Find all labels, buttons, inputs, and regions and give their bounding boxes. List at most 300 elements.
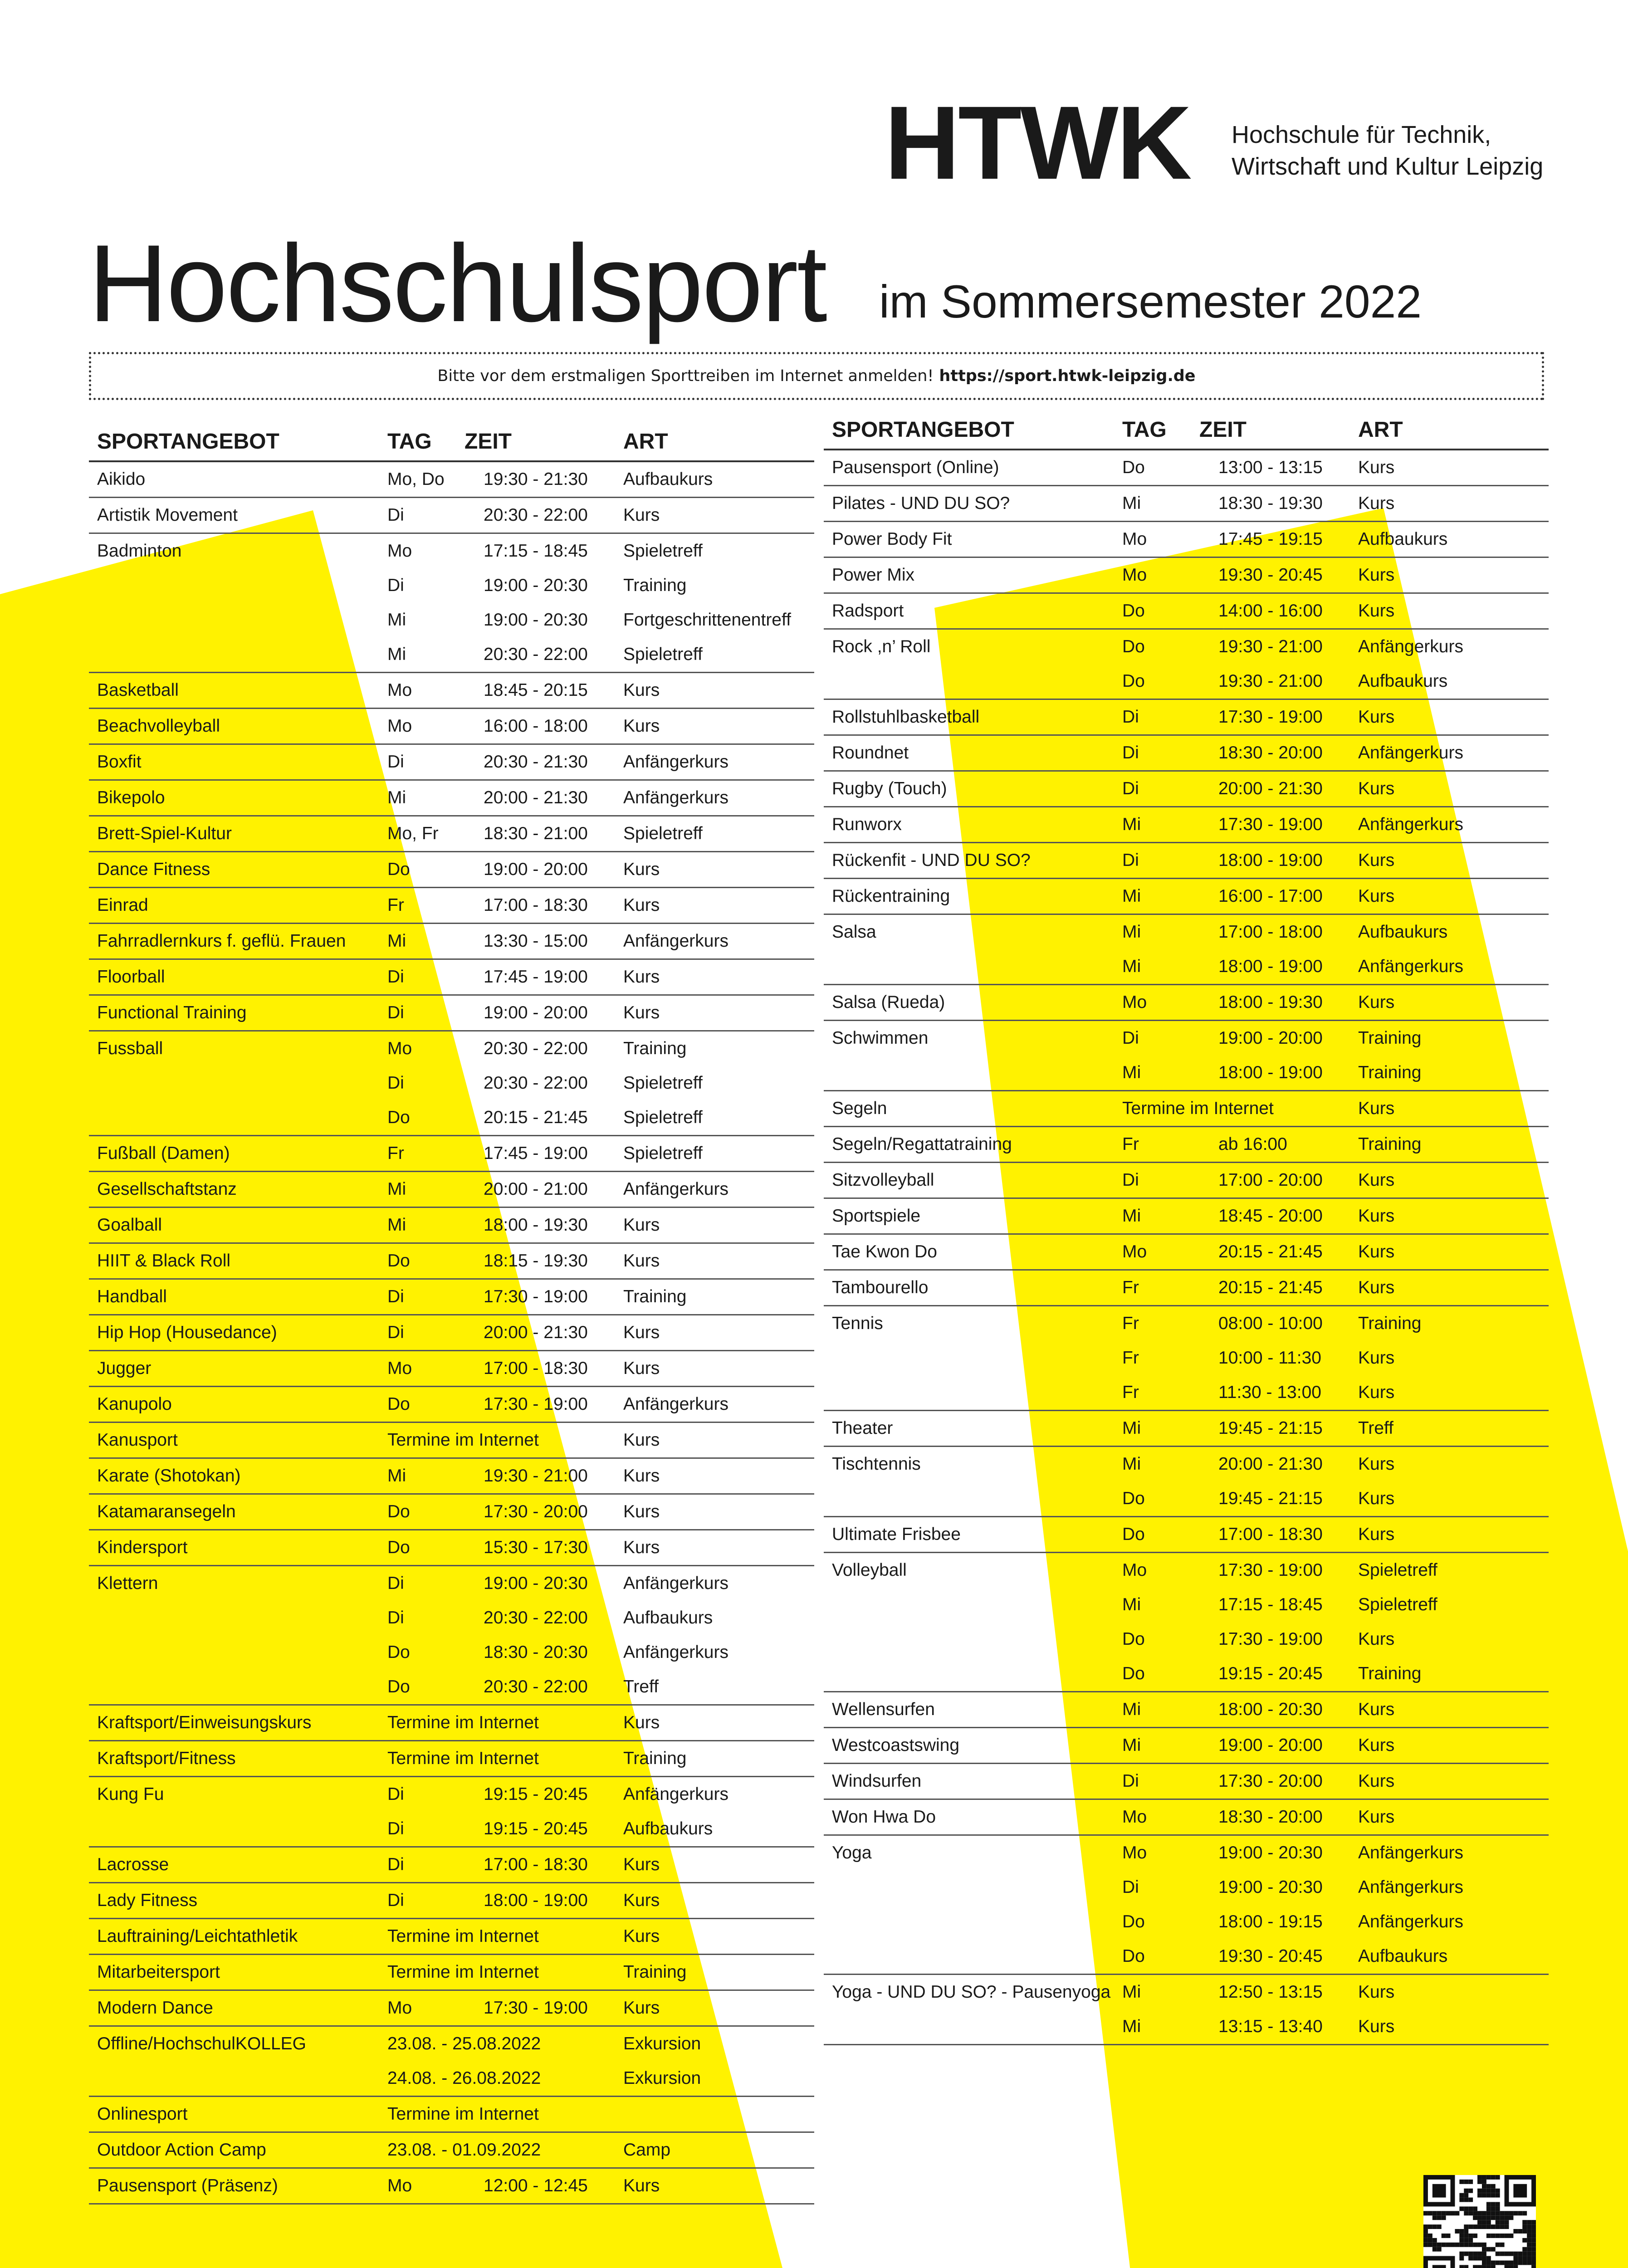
table-row: [89, 1315, 814, 1350]
table-row: [89, 568, 814, 603]
day: Mi: [1122, 1735, 1141, 1755]
time: 20:30 - 22:00: [484, 1039, 588, 1058]
type: Kurs: [1358, 850, 1395, 870]
day: Do: [1122, 671, 1145, 691]
sport-name: Ultimate Frisbee: [832, 1525, 961, 1544]
sport-name: Lauftraining/Leichtathletik: [97, 1926, 298, 1946]
day: Fr: [1122, 1314, 1139, 1333]
time: 18:45 - 20:00: [1218, 1206, 1323, 1226]
table-row: [89, 1883, 814, 1918]
sport-name: HIIT & Black Roll: [97, 1251, 231, 1271]
day: Fr: [1122, 1278, 1139, 1297]
sport-group: [824, 594, 1549, 630]
type: Kurs: [623, 1003, 660, 1022]
time: 19:00 - 20:00: [1218, 1028, 1323, 1048]
type: Training: [1358, 1314, 1422, 1333]
table-row: [89, 1136, 814, 1171]
table-row: [89, 1530, 814, 1565]
type: Spieletreff: [1358, 1595, 1437, 1614]
time: 19:45 - 21:15: [1218, 1418, 1323, 1438]
table-row: [89, 1495, 814, 1529]
type: Kurs: [1358, 1807, 1395, 1827]
table-row: [824, 1375, 1549, 1410]
type: Kurs: [1358, 1170, 1395, 1190]
type: Kurs: [623, 716, 660, 736]
table-row: [824, 1905, 1549, 1939]
time: 17:00 - 20:00: [1218, 1170, 1323, 1190]
sport-group: [89, 1848, 814, 1883]
sport-name: Sitzvolleyball: [832, 1170, 934, 1190]
time: 15:30 - 17:30: [484, 1538, 588, 1557]
sport-group: [824, 1447, 1549, 1517]
table-row: [89, 960, 814, 994]
type: Kurs: [623, 1215, 660, 1235]
table-row: [89, 1031, 814, 1066]
type: Training: [1358, 1664, 1422, 1683]
time: 17:00 - 18:30: [484, 895, 588, 915]
type: Kurs: [623, 1323, 660, 1342]
sport-name: Pilates - UND DU SO?: [832, 494, 1010, 513]
sport-group: [824, 1411, 1549, 1447]
type: Kurs: [1358, 1278, 1395, 1297]
type: Training: [1358, 1028, 1422, 1048]
header-zeit: ZEIT: [1199, 418, 1247, 442]
table-row: [824, 1870, 1549, 1905]
sport-group: [89, 1423, 814, 1459]
header-art: ART: [1358, 418, 1403, 442]
type: Aufbaukurs: [1358, 922, 1448, 942]
day: Mi: [387, 1466, 406, 1486]
time: 17:00 - 18:30: [1218, 1525, 1323, 1544]
sport-name: Beachvolleyball: [97, 716, 220, 736]
type: Exkursion: [623, 2068, 701, 2088]
day: Fr: [387, 895, 404, 915]
time: 20:30 - 22:00: [484, 1608, 588, 1628]
day: Di: [387, 1323, 404, 1342]
type: Spieletreff: [623, 1108, 703, 1127]
type: Kurs: [1358, 1348, 1395, 1368]
type: Kurs: [623, 505, 660, 525]
table-row: [824, 700, 1549, 734]
sport-group: [89, 852, 814, 888]
sport-group: [89, 1459, 814, 1495]
time: 18:00 - 19:00: [1218, 850, 1323, 870]
sport-group: [89, 1991, 814, 2027]
table-row: [824, 1764, 1549, 1799]
table-header: [89, 415, 814, 462]
day: Di: [387, 1608, 404, 1628]
header-art: ART: [623, 430, 668, 454]
day: Do: [1122, 458, 1145, 477]
type: Kurs: [623, 1359, 660, 1378]
htwk-logo: HTWK: [885, 84, 1190, 201]
day: Mo: [387, 680, 412, 700]
day: Mo: [387, 1039, 412, 1058]
table-row: [824, 2009, 1549, 2044]
day: Mo: [1122, 992, 1147, 1012]
sport-name: Rollstuhlbasketball: [832, 707, 980, 727]
time: 19:00 - 20:30: [484, 610, 588, 630]
table-row: [89, 888, 814, 923]
sport-name: Dance Fitness: [97, 860, 210, 879]
table-row: [824, 1657, 1549, 1691]
type: Treff: [623, 1677, 659, 1696]
table-row: [824, 450, 1549, 485]
type: Anfängerkurs: [623, 931, 728, 951]
day: Do: [387, 1538, 410, 1557]
sport-name: Sportspiele: [832, 1206, 921, 1226]
type: Anfängerkurs: [1358, 957, 1463, 976]
time: 18:15 - 19:30: [484, 1251, 588, 1271]
sport-group: [824, 1975, 1549, 2045]
sport-group: [89, 1919, 814, 1955]
type: Anfängerkurs: [623, 788, 728, 807]
sport-group: [824, 1199, 1549, 1235]
type: Spieletreff: [623, 541, 703, 561]
type: Aufbaukurs: [1358, 1946, 1448, 1966]
sport-group: [89, 1566, 814, 1706]
sport-group: [89, 1706, 814, 1741]
table-row: [89, 603, 814, 637]
sport-group: [89, 996, 814, 1031]
day: Mi: [1122, 1206, 1141, 1226]
sport-name: Kung Fu: [97, 1784, 164, 1804]
sport-group: [824, 772, 1549, 807]
table-row: [89, 852, 814, 887]
time: 18:00 - 19:00: [1218, 1063, 1323, 1082]
type: Kurs: [1358, 1700, 1395, 1719]
day: Do: [1122, 1525, 1145, 1544]
day: Mo: [387, 2176, 412, 2195]
sport-name: Tambourello: [832, 1278, 929, 1297]
day: Do: [1122, 637, 1145, 656]
day: Mo: [1122, 1242, 1147, 1261]
type: Kurs: [1358, 601, 1395, 621]
time: 20:00 - 21:30: [1218, 1454, 1323, 1474]
day: Mi: [387, 610, 406, 630]
type: Anfängerkurs: [623, 1394, 728, 1414]
type: Kurs: [1358, 1629, 1395, 1649]
type: Kurs: [1358, 1771, 1395, 1791]
sport-group: [824, 1517, 1549, 1553]
type: Kurs: [1358, 1735, 1395, 1755]
day-time: Termine im Internet: [387, 1749, 539, 1768]
header-tag: TAG: [1122, 418, 1167, 442]
day: Di: [387, 1073, 404, 1093]
table-row: [824, 1692, 1549, 1727]
time: 12:50 - 13:15: [1218, 1982, 1323, 2002]
day-time: Termine im Internet: [387, 1926, 539, 1946]
table-row: [89, 534, 814, 568]
qr-code-icon[interactable]: [1423, 2175, 1536, 2268]
type: Kurs: [623, 1251, 660, 1271]
day: Fr: [1122, 1348, 1139, 1368]
day: Mi: [1122, 1700, 1141, 1719]
sport-group: [89, 2169, 814, 2204]
sport-name: Volleyball: [832, 1560, 907, 1580]
day: Di: [1122, 1771, 1139, 1791]
table-row: [89, 1100, 814, 1135]
table-row: [89, 1741, 814, 1776]
day: Fr: [387, 1144, 404, 1163]
sport-name: Kanupolo: [97, 1394, 172, 1414]
type: Kurs: [1358, 1206, 1395, 1226]
time: 13:00 - 13:15: [1218, 458, 1323, 477]
table-row: [89, 1459, 814, 1493]
sport-group: [824, 1764, 1549, 1800]
table-row: [824, 1447, 1549, 1481]
header-tag: TAG: [387, 430, 432, 454]
sport-name: Won Hwa Do: [832, 1807, 936, 1827]
table-row: [89, 816, 814, 851]
sport-group: [89, 1351, 814, 1387]
day: Di: [1122, 850, 1139, 870]
sport-name: Kraftsport/Einweisungskurs: [97, 1713, 312, 1732]
sport-group: [89, 1244, 814, 1280]
type: Spieletreff: [623, 824, 703, 843]
table-header: [824, 403, 1549, 450]
time: 20:00 - 21:30: [1218, 779, 1323, 798]
sport-name: Jugger: [97, 1359, 152, 1378]
table-row: [824, 1306, 1549, 1341]
sport-name: Tischtennis: [832, 1454, 921, 1474]
sport-group: [89, 673, 814, 709]
sport-name: Theater: [832, 1418, 893, 1438]
type: Spieletreff: [623, 645, 703, 664]
type: Kurs: [1358, 1489, 1395, 1508]
sport-group: [824, 843, 1549, 879]
sport-name: Functional Training: [97, 1003, 247, 1022]
day: Do: [1122, 1629, 1145, 1649]
notice-text: Bitte vor dem erstmaligen Sporttreiben im Internet anmelden!: [437, 367, 934, 385]
day: Mi: [1122, 2017, 1141, 2036]
type: Kurs: [623, 1926, 660, 1946]
time: 14:00 - 16:00: [1218, 601, 1323, 621]
sport-name: Artistik Movement: [97, 505, 238, 525]
sport-group: [824, 558, 1549, 594]
day: Di: [387, 576, 404, 595]
day: Di: [387, 1784, 404, 1804]
table-row: [824, 1163, 1549, 1198]
day: Di: [1122, 1877, 1139, 1897]
type: Kurs: [1358, 1525, 1395, 1544]
type: Aufbaukurs: [1358, 671, 1448, 691]
type: Training: [623, 1962, 687, 1982]
time: 16:00 - 17:00: [1218, 886, 1323, 906]
time: 19:00 - 20:00: [1218, 1735, 1323, 1755]
time: 11:30 - 13:00: [1218, 1383, 1321, 1402]
time: 18:00 - 20:30: [1218, 1700, 1323, 1719]
day-time: Termine im Internet: [387, 1962, 539, 1982]
sport-name: Bikepolo: [97, 788, 165, 807]
sport-name: Lacrosse: [97, 1855, 169, 1874]
table-row: [824, 486, 1549, 521]
table-row: [89, 673, 814, 708]
day: Di: [387, 1574, 404, 1593]
type: Kurs: [623, 895, 660, 915]
sport-group: [89, 498, 814, 534]
type: Anfängerkurs: [1358, 743, 1463, 763]
table-row: [89, 1066, 814, 1100]
sport-group: [89, 1741, 814, 1777]
day: Di: [387, 752, 404, 772]
table-row: [824, 1622, 1549, 1657]
time: 20:30 - 22:00: [484, 1073, 588, 1093]
time: 19:15 - 20:45: [1218, 1664, 1323, 1683]
time: 18:30 - 20:00: [1218, 743, 1323, 763]
time: 20:15 - 21:45: [1218, 1278, 1323, 1297]
table-row: [89, 1955, 814, 1989]
time: 10:00 - 11:30: [1218, 1348, 1321, 1368]
time: 20:15 - 21:45: [1218, 1242, 1323, 1261]
sport-name: Hip Hop (Housedance): [97, 1323, 277, 1342]
type: Kurs: [623, 967, 660, 987]
table-row: [824, 630, 1549, 664]
table-row: [89, 709, 814, 743]
day: Di: [1122, 1170, 1139, 1190]
day: Mi: [1122, 922, 1141, 942]
day: Di: [387, 1003, 404, 1022]
day: Di: [387, 505, 404, 525]
type: Kurs: [1358, 565, 1395, 585]
table-row: [89, 1244, 814, 1278]
time: 19:30 - 20:45: [1218, 565, 1323, 585]
day: Do: [387, 1108, 410, 1127]
sport-group: [824, 1553, 1549, 1692]
day: Mi: [1122, 957, 1141, 976]
sport-group: [824, 1163, 1549, 1199]
sport-group: [824, 807, 1549, 843]
time: 08:00 - 10:00: [1218, 1314, 1323, 1333]
time: 18:00 - 19:15: [1218, 1912, 1323, 1931]
type: Kurs: [1358, 1454, 1395, 1474]
time: 18:30 - 20:30: [484, 1642, 588, 1662]
sport-name: Einrad: [97, 895, 148, 915]
type: Exkursion: [623, 2034, 701, 2053]
sport-group: [89, 1172, 814, 1208]
time: 17:30 - 19:00: [484, 1998, 588, 2018]
day: Mi: [387, 1215, 406, 1235]
day: Mo, Fr: [387, 824, 439, 843]
sport-name: Modern Dance: [97, 1998, 213, 2018]
sport-name: Boxfit: [97, 752, 142, 772]
type: Aufbaukurs: [623, 469, 713, 489]
sport-name: Kanusport: [97, 1430, 178, 1450]
time: 20:30 - 22:00: [484, 505, 588, 525]
type: Kurs: [1358, 707, 1395, 727]
sport-name: Karate (Shotokan): [97, 1466, 241, 1486]
type: Kurs: [1358, 886, 1395, 906]
day: Mo: [1122, 1843, 1147, 1862]
sport-name: Pausensport (Präsenz): [97, 2176, 278, 2195]
table-row: [89, 1706, 814, 1740]
sport-group: [89, 924, 814, 960]
sport-name: Rock ,n’ Roll: [832, 637, 931, 656]
sport-group: [89, 960, 814, 996]
sport-name: Fahrradlernkurs f. geflü. Frauen: [97, 931, 346, 951]
time: 12:00 - 12:45: [484, 2176, 588, 2195]
day: Do: [1122, 1946, 1145, 1966]
day: Mi: [387, 931, 406, 951]
table-row: [89, 2169, 814, 2203]
sport-group: [89, 534, 814, 673]
day: Do: [1122, 1912, 1145, 1931]
time: 17:00 - 18:30: [484, 1855, 588, 1874]
day: Mo: [1122, 1807, 1147, 1827]
table-row: [824, 879, 1549, 914]
table-row: [824, 1553, 1549, 1588]
table-row: [824, 807, 1549, 842]
logo-subtitle-line2: Wirtschaft und Kultur Leipzig: [1232, 153, 1544, 180]
sport-name: Westcoastswing: [832, 1735, 960, 1755]
time: 17:30 - 19:00: [1218, 707, 1323, 727]
type: Anfängerkurs: [1358, 815, 1463, 834]
time: 17:00 - 18:00: [1218, 922, 1323, 942]
time: 18:00 - 19:00: [1218, 957, 1323, 976]
table-row: [824, 1836, 1549, 1870]
sport-name: Rückentraining: [832, 886, 950, 906]
sport-group: [89, 1495, 814, 1530]
time: 19:00 - 20:30: [1218, 1877, 1323, 1897]
table-row: [824, 1199, 1549, 1233]
table-row: [824, 1021, 1549, 1056]
sport-name: Badminton: [97, 541, 182, 561]
sport-group: [824, 879, 1549, 915]
sport-group: [89, 781, 814, 816]
table-row: [824, 843, 1549, 878]
sport-name: Radsport: [832, 601, 904, 621]
table-row: [89, 1635, 814, 1670]
table-row: [824, 772, 1549, 806]
table-row: [89, 1280, 814, 1314]
day: Di: [1122, 743, 1139, 763]
sport-group: [824, 1021, 1549, 1091]
sport-name: Goalball: [97, 1215, 162, 1235]
day: Do: [1122, 1664, 1145, 1683]
sport-group: [89, 2027, 814, 2097]
table-row: [89, 498, 814, 533]
table-row: [824, 985, 1549, 1020]
sport-group: [824, 1728, 1549, 1764]
sport-name: Mitarbeitersport: [97, 1962, 220, 1982]
sport-name: Yoga - UND DU SO? - Pausenyoga: [832, 1982, 1111, 2002]
notice-link[interactable]: https://sport.htwk-leipzig.de: [939, 367, 1196, 385]
sport-name: Yoga: [832, 1843, 872, 1862]
time: 19:00 - 20:30: [484, 1574, 588, 1593]
day: Mo: [387, 541, 412, 561]
type: Kurs: [623, 1466, 660, 1486]
table-row: [824, 558, 1549, 592]
table-row: [89, 1172, 814, 1207]
time: 18:00 - 19:30: [1218, 992, 1323, 1012]
type: Treff: [1358, 1418, 1394, 1438]
type: Aufbaukurs: [623, 1819, 713, 1838]
table-row: [824, 1056, 1549, 1090]
sport-name: Onlinesport: [97, 2104, 188, 2124]
day: Mo: [1122, 1560, 1147, 1580]
table-row: [89, 1387, 814, 1422]
type: Kurs: [623, 1855, 660, 1874]
table-row: [824, 1588, 1549, 1622]
time: 17:45 - 19:00: [484, 967, 588, 987]
table-row: [89, 745, 814, 779]
sport-name: Power Mix: [832, 565, 915, 585]
schedule-column-right: [824, 403, 1549, 2045]
sport-group: [824, 915, 1549, 985]
sport-name: Kindersport: [97, 1538, 188, 1557]
time: 17:45 - 19:00: [484, 1144, 588, 1163]
table-row: [824, 1939, 1549, 1974]
